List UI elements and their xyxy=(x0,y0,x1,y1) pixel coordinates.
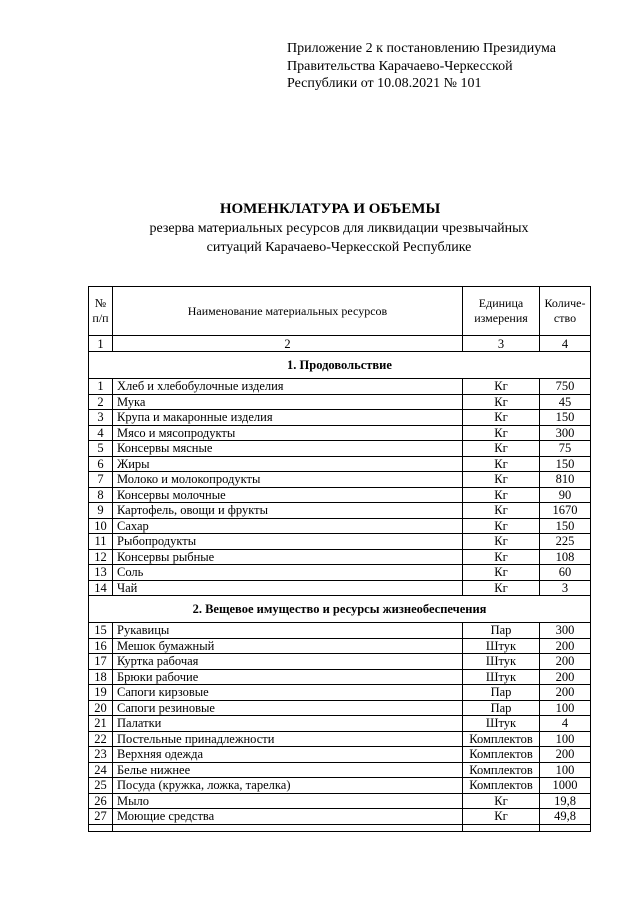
resource-name: Хлеб и хлебобулочные изделия xyxy=(113,379,463,395)
appendix-line: Правительства Карачаево-Черкесской xyxy=(287,58,513,74)
table-row xyxy=(89,778,591,794)
unit-cell: Комплектов xyxy=(463,747,540,763)
resource-name: Консервы рыбные xyxy=(113,549,463,565)
row-number: 7 xyxy=(89,472,113,488)
appendix-note xyxy=(287,40,556,93)
unit-cell: Комплектов xyxy=(463,762,540,778)
unit-cell: Кг xyxy=(463,809,540,825)
quantity-cell: 1000 xyxy=(540,778,591,794)
table-row xyxy=(89,394,591,410)
row-number: 9 xyxy=(89,503,113,519)
quantity-cell: 100 xyxy=(540,731,591,747)
resources-table xyxy=(88,286,591,832)
section-header-equipment xyxy=(89,596,591,623)
empty-cell xyxy=(463,824,540,831)
resource-name: Верхняя одежда xyxy=(113,747,463,763)
quantity-cell: 150 xyxy=(540,518,591,534)
quantity-cell: 49,8 xyxy=(540,809,591,825)
unit-cell: Кг xyxy=(463,503,540,519)
table-row xyxy=(89,425,591,441)
quantity-cell: 19,8 xyxy=(540,793,591,809)
table-row xyxy=(89,518,591,534)
column-number: 2 xyxy=(113,336,463,352)
table-row xyxy=(89,762,591,778)
empty-cell xyxy=(113,824,463,831)
quantity-cell: 45 xyxy=(540,394,591,410)
document-title: НОМЕНКЛАТУРА И ОБЪЕМЫ xyxy=(219,201,441,217)
quantity-cell: 300 xyxy=(540,425,591,441)
table-row xyxy=(89,549,591,565)
quantity-cell: 3 xyxy=(540,580,591,596)
table-row xyxy=(89,669,591,685)
unit-cell: Пар xyxy=(463,700,540,716)
resource-name: Жиры xyxy=(113,456,463,472)
empty-cell xyxy=(540,824,591,831)
unit-cell: Комплектов xyxy=(463,731,540,747)
quantity-cell: 1670 xyxy=(540,503,591,519)
quantity-cell: 100 xyxy=(540,700,591,716)
resource-name: Посуда (кружка, ложка, тарелка) xyxy=(113,778,463,794)
table-row xyxy=(89,503,591,519)
unit-cell: Штук xyxy=(463,669,540,685)
table-row xyxy=(89,731,591,747)
row-number: 27 xyxy=(89,809,113,825)
table-row xyxy=(89,623,591,639)
resource-name: Постельные принадлежности xyxy=(113,731,463,747)
quantity-cell: 60 xyxy=(540,565,591,581)
resource-name: Брюки рабочие xyxy=(113,669,463,685)
row-number: 18 xyxy=(89,669,113,685)
unit-cell: Кг xyxy=(463,549,540,565)
quantity-cell: 108 xyxy=(540,549,591,565)
quantity-cell: 300 xyxy=(540,623,591,639)
unit-cell: Кг xyxy=(463,793,540,809)
row-number: 12 xyxy=(89,549,113,565)
resource-name: Мыло xyxy=(113,793,463,809)
row-number: 17 xyxy=(89,654,113,670)
resource-name: Палатки xyxy=(113,716,463,732)
resource-name: Консервы мясные xyxy=(113,441,463,457)
header-qty: Количе-ство xyxy=(540,287,591,336)
table-row xyxy=(89,654,591,670)
unit-cell: Кг xyxy=(463,379,540,395)
row-number: 13 xyxy=(89,565,113,581)
table-row xyxy=(89,441,591,457)
column-number-row xyxy=(89,336,591,352)
resource-name: Рыбопродукты xyxy=(113,534,463,550)
row-number: 4 xyxy=(89,425,113,441)
row-number: 16 xyxy=(89,638,113,654)
table-bottom-padding xyxy=(89,824,591,831)
unit-cell: Кг xyxy=(463,534,540,550)
quantity-cell: 200 xyxy=(540,638,591,654)
header-num: № п/п xyxy=(89,287,113,336)
resource-name: Сапоги резиновые xyxy=(113,700,463,716)
quantity-cell: 225 xyxy=(540,534,591,550)
unit-cell: Кг xyxy=(463,565,540,581)
quantity-cell: 200 xyxy=(540,747,591,763)
table-row xyxy=(89,580,591,596)
quantity-cell: 150 xyxy=(540,410,591,426)
table-row xyxy=(89,716,591,732)
quantity-cell: 90 xyxy=(540,487,591,503)
quantity-cell: 750 xyxy=(540,379,591,395)
resource-name: Сапоги кирзовые xyxy=(113,685,463,701)
quantity-cell: 200 xyxy=(540,669,591,685)
section-title: 1. Продовольствие xyxy=(89,352,591,379)
unit-cell: Штук xyxy=(463,654,540,670)
row-number: 1 xyxy=(89,379,113,395)
quantity-cell: 150 xyxy=(540,456,591,472)
resource-name: Соль xyxy=(113,565,463,581)
column-number: 3 xyxy=(463,336,540,352)
table-row xyxy=(89,472,591,488)
unit-cell: Кг xyxy=(463,518,540,534)
row-number: 20 xyxy=(89,700,113,716)
resource-name: Мука xyxy=(113,394,463,410)
row-number: 26 xyxy=(89,793,113,809)
row-number: 2 xyxy=(89,394,113,410)
table-row xyxy=(89,456,591,472)
resource-name: Сахар xyxy=(113,518,463,534)
resource-name: Рукавицы xyxy=(113,623,463,639)
unit-cell: Штук xyxy=(463,638,540,654)
row-number: 10 xyxy=(89,518,113,534)
table-row xyxy=(89,379,591,395)
row-number: 23 xyxy=(89,747,113,763)
table-row xyxy=(89,809,591,825)
unit-cell: Пар xyxy=(463,623,540,639)
unit-cell: Комплектов xyxy=(463,778,540,794)
unit-cell: Кг xyxy=(463,580,540,596)
table-row xyxy=(89,487,591,503)
unit-cell: Кг xyxy=(463,441,540,457)
row-number: 24 xyxy=(89,762,113,778)
resource-name: Моющие средства xyxy=(113,809,463,825)
header-unit: Единица измерения xyxy=(463,287,540,336)
row-number: 15 xyxy=(89,623,113,639)
row-number: 5 xyxy=(89,441,113,457)
document-subtitle: ситуаций Карачаево-Черкесской Республике xyxy=(206,240,472,255)
row-number: 11 xyxy=(89,534,113,550)
row-number: 21 xyxy=(89,716,113,732)
resource-name: Крупа и макаронные изделия xyxy=(113,410,463,426)
quantity-cell: 4 xyxy=(540,716,591,732)
resource-name: Мешок бумажный xyxy=(113,638,463,654)
unit-cell: Кг xyxy=(463,487,540,503)
unit-cell: Пар xyxy=(463,685,540,701)
empty-cell xyxy=(89,824,113,831)
resource-name: Молоко и молокопродукты xyxy=(113,472,463,488)
document-subtitle: резерва материальных ресурсов для ликвидации чрезвычайных xyxy=(149,221,529,236)
resource-name: Картофель, овощи и фрукты xyxy=(113,503,463,519)
resource-name: Чай xyxy=(113,580,463,596)
unit-cell: Штук xyxy=(463,716,540,732)
unit-cell: Кг xyxy=(463,394,540,410)
quantity-cell: 200 xyxy=(540,685,591,701)
header-name: Наименование материальных ресурсов xyxy=(113,287,463,336)
section-title: 2. Вещевое имущество и ресурсы жизнеобеспечения xyxy=(89,596,591,623)
table-header-row xyxy=(89,287,591,336)
row-number: 22 xyxy=(89,731,113,747)
resource-name: Белье нижнее xyxy=(113,762,463,778)
appendix-line: Приложение 2 к постановлению Президиума xyxy=(287,41,556,56)
row-number: 3 xyxy=(89,410,113,426)
unit-cell: Кг xyxy=(463,456,540,472)
resource-name: Консервы молочные xyxy=(113,487,463,503)
unit-cell: Кг xyxy=(463,410,540,426)
row-number: 25 xyxy=(89,778,113,794)
table-row xyxy=(89,410,591,426)
row-number: 19 xyxy=(89,685,113,701)
table-row xyxy=(89,565,591,581)
column-number: 4 xyxy=(540,336,591,352)
table-row xyxy=(89,747,591,763)
row-number: 6 xyxy=(89,456,113,472)
table-row xyxy=(89,534,591,550)
table-row xyxy=(89,685,591,701)
quantity-cell: 810 xyxy=(540,472,591,488)
column-number: 1 xyxy=(89,336,113,352)
table-row xyxy=(89,638,591,654)
resource-name: Куртка рабочая xyxy=(113,654,463,670)
row-number: 8 xyxy=(89,487,113,503)
quantity-cell: 75 xyxy=(540,441,591,457)
quantity-cell: 200 xyxy=(540,654,591,670)
quantity-cell: 100 xyxy=(540,762,591,778)
unit-cell: Кг xyxy=(463,425,540,441)
table-row xyxy=(89,793,591,809)
title-block xyxy=(0,200,640,257)
resource-name: Мясо и мясопродукты xyxy=(113,425,463,441)
unit-cell: Кг xyxy=(463,472,540,488)
table-row xyxy=(89,700,591,716)
section-header-food xyxy=(89,352,591,379)
row-number: 14 xyxy=(89,580,113,596)
appendix-line: Республики от 10.08.2021 № 101 xyxy=(287,76,482,91)
